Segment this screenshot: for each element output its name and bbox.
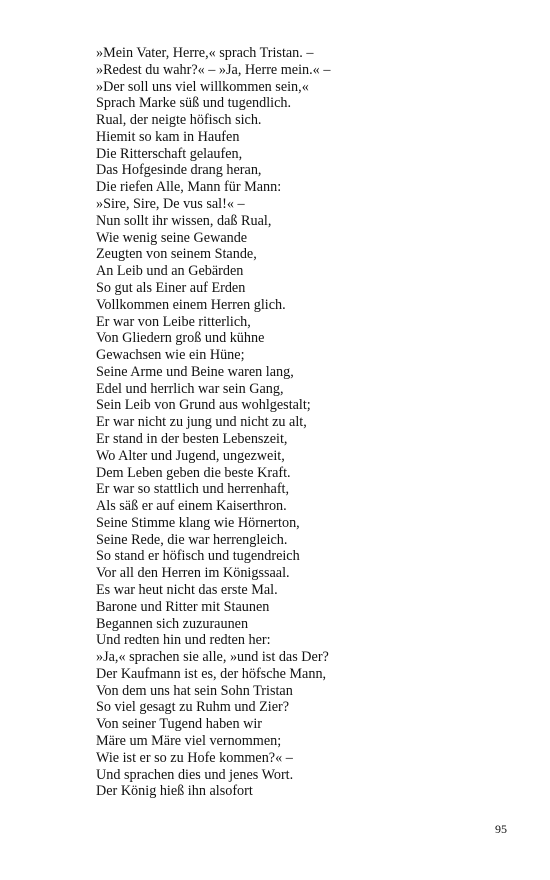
verse-line: An Leib und an Gebärden bbox=[96, 263, 244, 280]
verse-line: So stand er höfisch und tugendreich bbox=[96, 548, 300, 565]
verse-line: Wo Alter und Jugend, ungezweit, bbox=[96, 447, 285, 464]
verse-line: »Ja,« sprachen sie alle, »und ist das Der? bbox=[96, 649, 329, 666]
verse-line: Seine Rede, die war herrengleich. bbox=[96, 531, 288, 548]
verse-line: Von dem uns hat sein Sohn Tristan bbox=[96, 682, 293, 699]
verse-line: »Redest du wahr?« – »Ja, Herre mein.« – bbox=[96, 61, 331, 78]
verse-line: Rual, der neigte höfisch sich. bbox=[96, 112, 262, 129]
verse-line: »Mein Vater, Herre,« sprach Tristan. – bbox=[96, 45, 314, 61]
verse-line: Vollkommen einem Herren glich. bbox=[96, 296, 286, 313]
verse-line: Barone und Ritter mit Staunen bbox=[96, 598, 270, 615]
verse-line: Der Kaufmann ist es, der höfsche Mann, bbox=[96, 665, 327, 682]
verse-line: Er stand in der besten Lebenszeit, bbox=[96, 430, 288, 447]
verse-line: Als säß er auf einem Kaiserthron. bbox=[96, 498, 287, 515]
verse-line: Märe um Märe viel vernommen; bbox=[96, 733, 282, 750]
verse-line: »Sire, Sire, De vus sal!« – bbox=[96, 196, 245, 213]
verse-line: Gewachsen wie ein Hüne; bbox=[96, 347, 245, 364]
verse-line: So viel gesagt zu Ruhm und Zier? bbox=[96, 699, 290, 716]
verse-line: Der König hieß ihn alsofort bbox=[96, 783, 253, 800]
verse-line: »Der soll uns viel willkommen sein,« bbox=[96, 78, 309, 95]
verse-line: Vor all den Herren im Königssaal. bbox=[96, 565, 290, 582]
verse-line: Und redten hin und redten her: bbox=[96, 632, 271, 649]
verse-line: Seine Stimme klang wie Hörnerton, bbox=[96, 514, 300, 531]
verse-line: Edel und herrlich war sein Gang, bbox=[96, 380, 284, 397]
page-number: 95 bbox=[495, 822, 507, 836]
verse-line: Seine Arme und Beine waren lang, bbox=[96, 363, 294, 380]
verse-line: Er war nicht zu jung und nicht zu alt, bbox=[96, 414, 307, 431]
verse-line: Wie wenig seine Gewande bbox=[96, 229, 248, 246]
verse-line: Die Ritterschaft gelaufen, bbox=[96, 145, 243, 162]
verse-line: Er war von Leibe ritterlich, bbox=[96, 313, 251, 330]
verse-line: Wie ist er so zu Hofe kommen?« – bbox=[96, 749, 293, 766]
verse-line: So gut als Einer auf Erden bbox=[96, 279, 246, 296]
verse-line: Die riefen Alle, Mann für Mann: bbox=[96, 179, 282, 196]
verse-line: Nun sollt ihr wissen, daß Rual, bbox=[96, 212, 272, 229]
verse-line: Dem Leben geben die beste Kraft. bbox=[96, 464, 291, 481]
verse-line: Sein Leib von Grund aus wohlgestalt; bbox=[96, 397, 311, 414]
verse-line: Zeugten von seinem Stande, bbox=[96, 246, 257, 263]
verse-line: Hiemit so kam in Haufen bbox=[96, 128, 240, 145]
verse-line: Begannen sich zuzuraunen bbox=[96, 615, 249, 632]
verse-line: Von seiner Tugend haben wir bbox=[96, 716, 263, 733]
verse-line: Er war so stattlich und herrenhaft, bbox=[96, 481, 290, 498]
verse-text bbox=[96, 45, 330, 800]
verse-line: Von Gliedern groß und kühne bbox=[96, 330, 265, 347]
verse-line: Und sprachen dies und jenes Wort. bbox=[96, 766, 294, 783]
verse-line: Sprach Marke süß und tugendlich. bbox=[96, 95, 292, 112]
verse-line: Das Hofgesinde drang heran, bbox=[96, 162, 262, 179]
verse-line: Es war heut nicht das erste Mal. bbox=[96, 582, 278, 598]
